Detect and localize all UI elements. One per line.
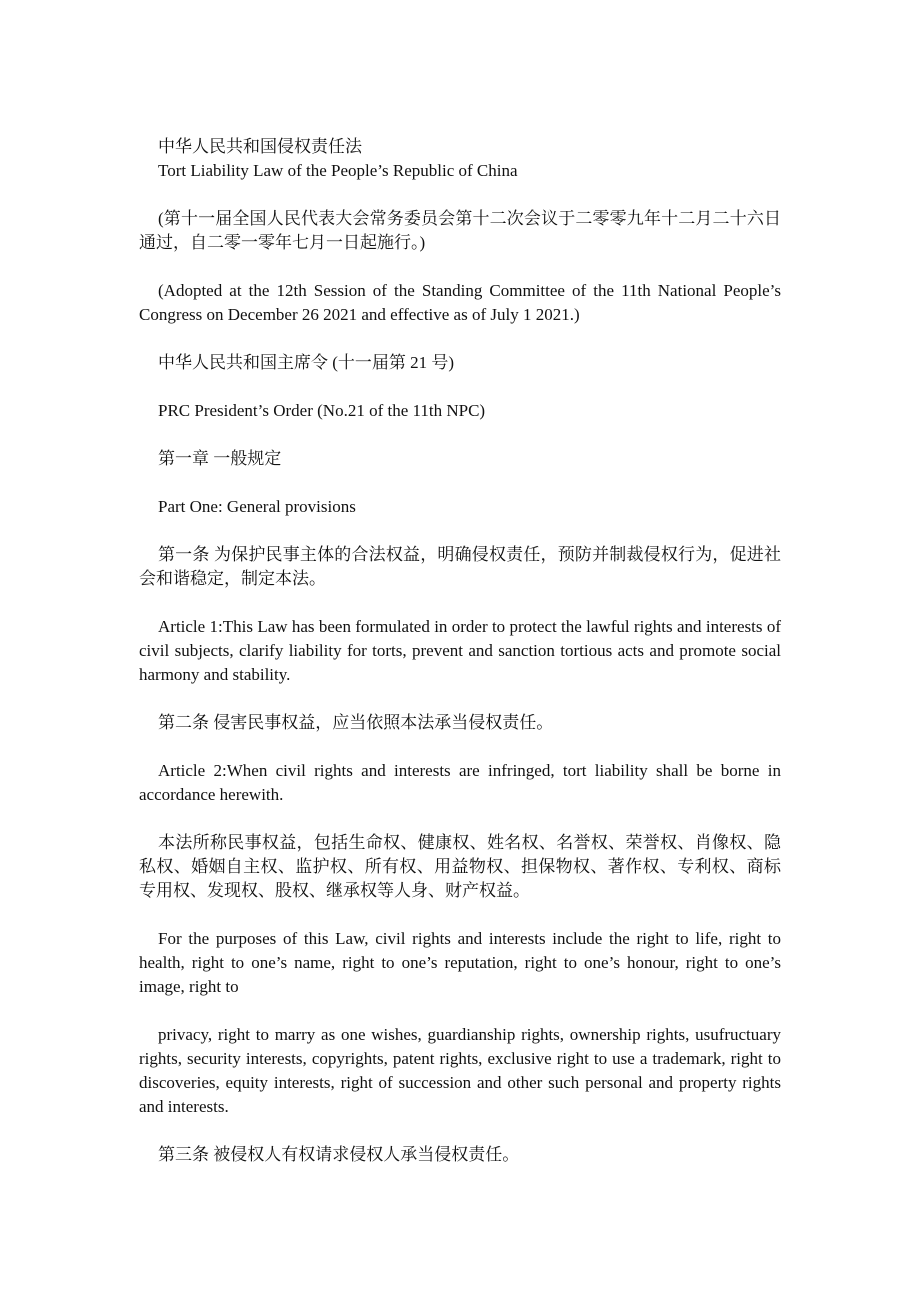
presidential-order-english: PRC President’s Order (No.21 of the 11th NPC) [158,401,486,420]
adoption-note-english: (Adopted at the 12th Session of the Standing Committee of the 11th National People’s Congress on December 26 2021 and effective as of July 1 2021.) [139,281,781,324]
chapter-heading-chinese: 第一章 一般规定 [158,449,282,468]
presidential-order-chinese: 中华人民共和国主席令 (十一届第 21 号) [158,353,455,372]
article-2-english: Article 2:When civil rights and interests are infringed, tort liability shall be borne in accordance herewith. [139,761,781,804]
document-page [139,135,781,1167]
article-2-paragraph-2-english-part-1: For the purposes of this Law, civil rights and interests include the right to life, right to health, right to one’s name, right to one’s reputation, right to one’s honour, right to one’s image, right to [139,929,781,996]
chapter-heading-english: Part One: General provisions [158,497,356,516]
article-2-chinese: 第二条 侵害民事权益，应当依照本法承当侵权责任。 [158,713,554,732]
article-1-chinese: 第一条 为保护民事主体的合法权益，明确侵权责任，预防并制裁侵权行为，促进社会和谐稳定，制定本法。 [139,545,781,588]
law-title-chinese: 中华人民共和国侵权责任法 [158,137,362,156]
article-2-paragraph-2-english-part-2: privacy, right to marry as one wishes, guardianship rights, ownership rights, usufructuary rights, security interests, copyrights, patent rights, exclusive right to use a trademark, right to discoveries, equity interests, right of succession and other such personal and property rights and interests. [139,1025,781,1116]
article-2-paragraph-2-chinese: 本法所称民事权益，包括生命权、健康权、姓名权、名誉权、荣誉权、肖像权、隐私权、婚姻自主权、监护权、所有权、用益物权、担保物权、著作权、专利权、商标专用权、发现权、股权、继承权等人身、财产权益。 [139,833,781,900]
article-3-chinese: 第三条 被侵权人有权请求侵权人承当侵权责任。 [158,1145,520,1164]
article-1-english: Article 1:This Law has been formulated in order to protect the lawful rights and interests of civil subjects, clarify liability for torts, prevent and sanction tortious acts and promote social harmony and stability. [139,617,781,684]
adoption-note-chinese: (第十一届全国人民代表大会常务委员会第十二次会议于二零零九年十二月二十六日通过，自二零一零年七月一日起施行。) [139,209,781,252]
law-title-english: Tort Liability Law of the People’s Republic of China [158,161,518,180]
